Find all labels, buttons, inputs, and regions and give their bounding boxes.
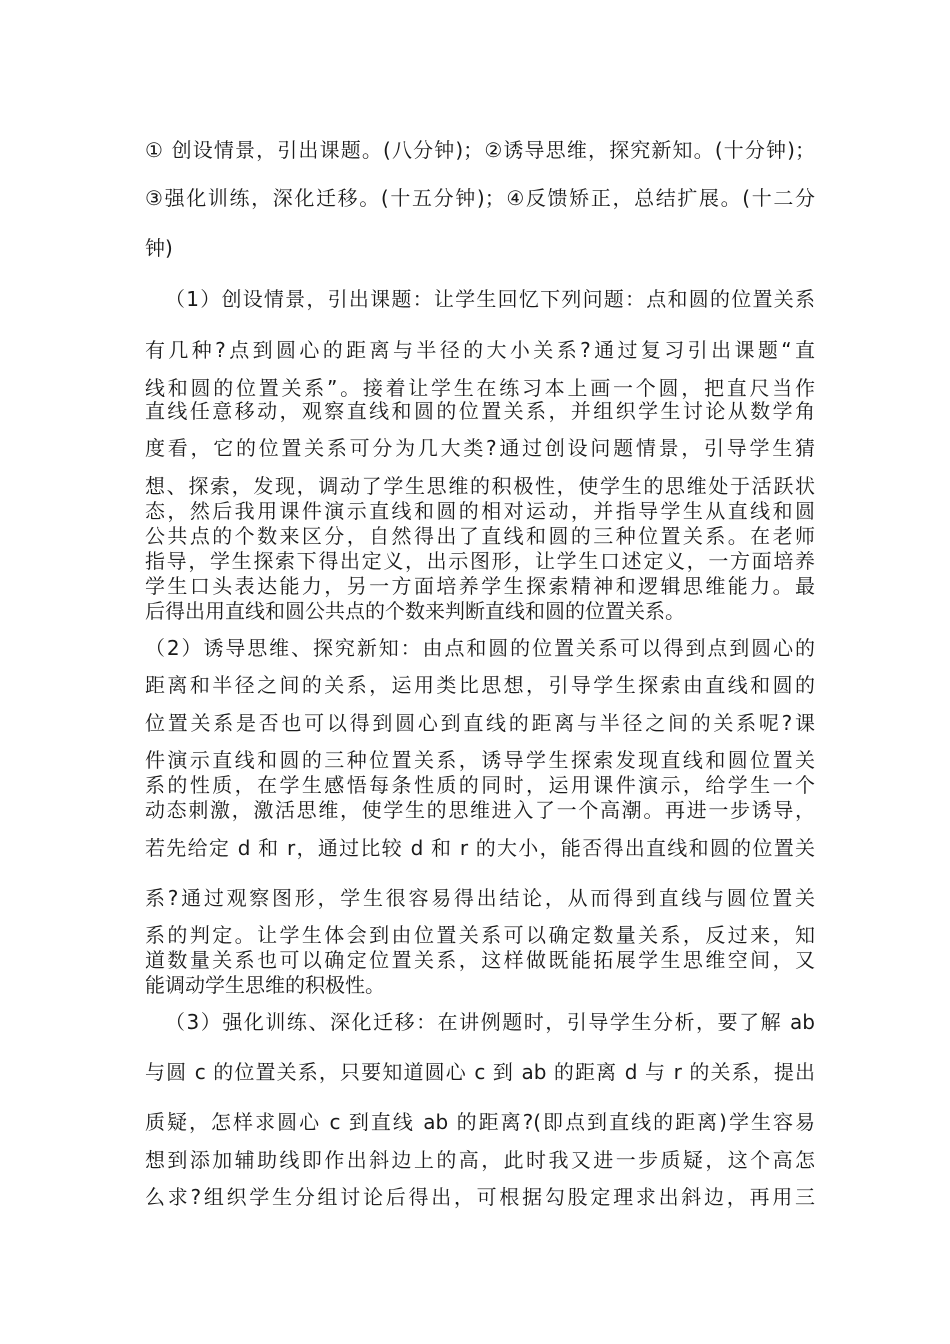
text-line: ③强化训练，深化迁移。(十五分钟)；④反馈矫正，总结扩展。(十二分 [145, 186, 815, 210]
text-line: 能调动学生思维的积极性。 [145, 973, 385, 997]
text-line: 想到添加辅助线即作出斜边上的高，此时我又进一步质疑，这个高怎 [145, 1148, 815, 1172]
text-line: 态，然后我用课件演示直线和圆的相对运动，并指导学生从直线和圆 [145, 499, 815, 523]
text-line: 有几种?点到圆心的距离与半径的大小关系?通过复习引出课题“直 [145, 338, 815, 362]
paragraph-1-start: （1）创设情景，引出课题：让学生回忆下列问题：点和圆的位置关系 [165, 287, 815, 311]
text-line: 距离和半径之间的关系，运用类比思想，引导学生探索由直线和圆的 [145, 673, 815, 697]
text-line: 钟) [145, 236, 173, 260]
text-line: 想、探索，发现，调动了学生思维的积极性，使学生的思维处于活跃状 [145, 474, 815, 498]
text-line: ① 创设情景，引出课题。(八分钟)；②诱导思维，探究新知。(十分钟)； [145, 138, 815, 162]
text-line: 与圆 c 的位置关系，只要知道圆心 c 到 ab 的距离 d 与 r 的关系，提出 [145, 1060, 815, 1084]
paragraph-2-start: （2）诱导思维、探究新知：由点和圆的位置关系可以得到点到圆心的 [145, 636, 815, 660]
text-line: 系的性质，在学生感悟每条性质的同时，运用课件演示，给学生一个 [145, 773, 815, 797]
text-line: 系的判定。让学生体会到由位置关系可以确定数量关系，反过来，知 [145, 923, 815, 947]
text-line: 动态刺激，激活思维，使学生的思维进入了一个高潮。再进一步诱导， [145, 798, 815, 822]
text-line: 度看，它的位置关系可分为几大类?通过创设问题情景，引导学生猜 [145, 436, 815, 460]
text-line: 线和圆的位置关系”。接着让学生在练习本上画一个圆，把直尺当作 [145, 376, 815, 400]
text-line: 直线任意移动，观察直线和圆的位置关系，并组织学生讨论从数学角 [145, 399, 815, 423]
text-line: 系?通过观察图形，学生很容易得出结论，从而得到直线与圆位置关 [145, 886, 815, 910]
text-line: 道数量关系也可以确定位置关系，这样做既能拓展学生思维空间，又 [145, 948, 815, 972]
text-line: 位置关系是否也可以得到圆心到直线的距离与半径之间的关系呢?课 [145, 711, 815, 735]
text-line: 质疑，怎样求圆心 c 到直线 ab 的距离?(即点到直线的距离)学生容易 [145, 1110, 815, 1134]
text-line: 后得出用直线和圆公共点的个数来判断直线和圆的位置关系。 [145, 599, 685, 623]
paragraph-3-start: （3）强化训练、深化迁移：在讲例题时，引导学生分析，要了解 ab [165, 1010, 815, 1034]
text-line: 么求?组织学生分组讨论后得出，可根据勾股定理求出斜边，再用三 [145, 1185, 815, 1209]
text-line: 件演示直线和圆的三种位置关系，诱导学生探索发现直线和圆位置关 [145, 748, 815, 772]
text-line: 指导，学生探索下得出定义，出示图形，让学生口述定义，一方面培养 [145, 549, 815, 573]
text-line: 公共点的个数来区分，自然得出了直线和圆的三种位置关系。在老师 [145, 524, 815, 548]
text-line: 学生口头表达能力，另一方面培养学生探索精神和逻辑思维能力。最 [145, 574, 815, 598]
text-line: 若先给定 d 和 r，通过比较 d 和 r 的大小，能否得出直线和圆的位置关 [145, 836, 815, 860]
